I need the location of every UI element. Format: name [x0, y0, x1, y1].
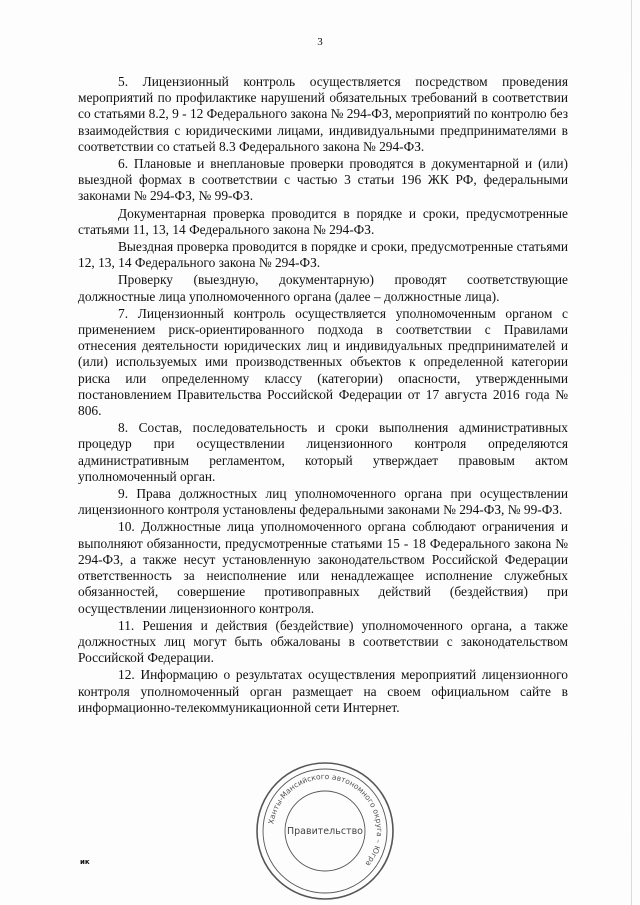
seal-center-text: Правительство: [287, 826, 363, 837]
paragraph-12: 12. Информацию о результатах осуществления мероприятий лицензионного контроля уполномоченный орган размещает на своем официальном сайте в информационно-телекоммуникационной сети Интернет.: [78, 667, 568, 715]
document-body: [78, 74, 568, 717]
paragraph-8: 8. Состав, последовательность и сроки выполнения административных процедур при осуществлении лицензионного контроля определяются административным регламентом, который утверждает правовым актом уполномоченный орган.: [78, 420, 568, 484]
paragraph-onsite-check: Выездная проверка проводится в порядке и сроки, предусмотренные статьями 12, 13, 14 Федерального закона № 294-ФЗ.: [78, 239, 568, 271]
government-seal: [252, 758, 398, 904]
page-number: 3: [317, 36, 323, 48]
paragraph-documentary-check: Документарная проверка проводится в порядке и сроки, предусмотренные статьями 11, 13, 14 Федерального закона № 294-ФЗ.: [78, 205, 568, 237]
seal-ring-text: Ханты-Мансийского автономного округа – Югра: [266, 771, 385, 869]
paragraph-5: 5. Лицензионный контроль осуществляется посредством проведения мероприятий по профилактике нарушений обязательных требований в соответствии со статьями 8.2, 9 - 12 Федерального закона № 294-ФЗ, мероприятий по контролю без взаимодействия с юридическими лицами, индивидуальными предпринимателями в соответствии со статьей 8.3 Федерального закона № 294-ФЗ.: [78, 74, 568, 154]
page-edge: [631, 0, 632, 905]
paragraph-9: 9. Права должностных лиц уполномоченного органа при осуществлении лицензионного контроля установлены федеральными законами № 294-ФЗ, № 99-ФЗ.: [78, 486, 568, 518]
paragraph-6: 6. Плановые и внеплановые проверки проводятся в документарной и (или) выездной формах в соответствии с частью 3 статьи 196 ЖК РФ, федеральными законами № 294-ФЗ, № 99-ФЗ.: [78, 156, 568, 204]
paragraph-11: 11. Решения и действия (бездействие) уполномоченного органа, а также должностных лиц могут быть обжалованы в соответствии с законодательством Российской Федерации.: [78, 617, 568, 666]
paragraph-7: 7. Лицензионный контроль осуществляется уполномоченным органом с применением риск-ориентированного подхода в соответствии с Правилами отнесения деятельности юридических лиц и индивидуальных предпринимателей и (или) используемых ими производственных объектов к определенной категории риска или определенному классу (категории) опасности, утвержденными постановлением Правительства Российской Федерации от 17 августа 2016 года № 806.: [78, 305, 568, 419]
paragraph-officials: Проверку (выездную, документарную) проводят соответствующие должностные лица уполномоченного органа (далее – должностные лица).: [78, 272, 568, 304]
paragraph-10: 10. Должностные лица уполномоченного органа соблюдают ограничения и выполняют обязанности, предусмотренные статьями 15 - 18 Федерального закона № 294-ФЗ, а также несут установленную законодательством Российской Федерации ответственность за неисполнение или ненадлежащее исполнение служебных обязанностей, совершение противоправных действий (бездействия) при осуществлении лицензионного контроля.: [78, 519, 568, 616]
footer-mark: ик: [80, 858, 90, 866]
